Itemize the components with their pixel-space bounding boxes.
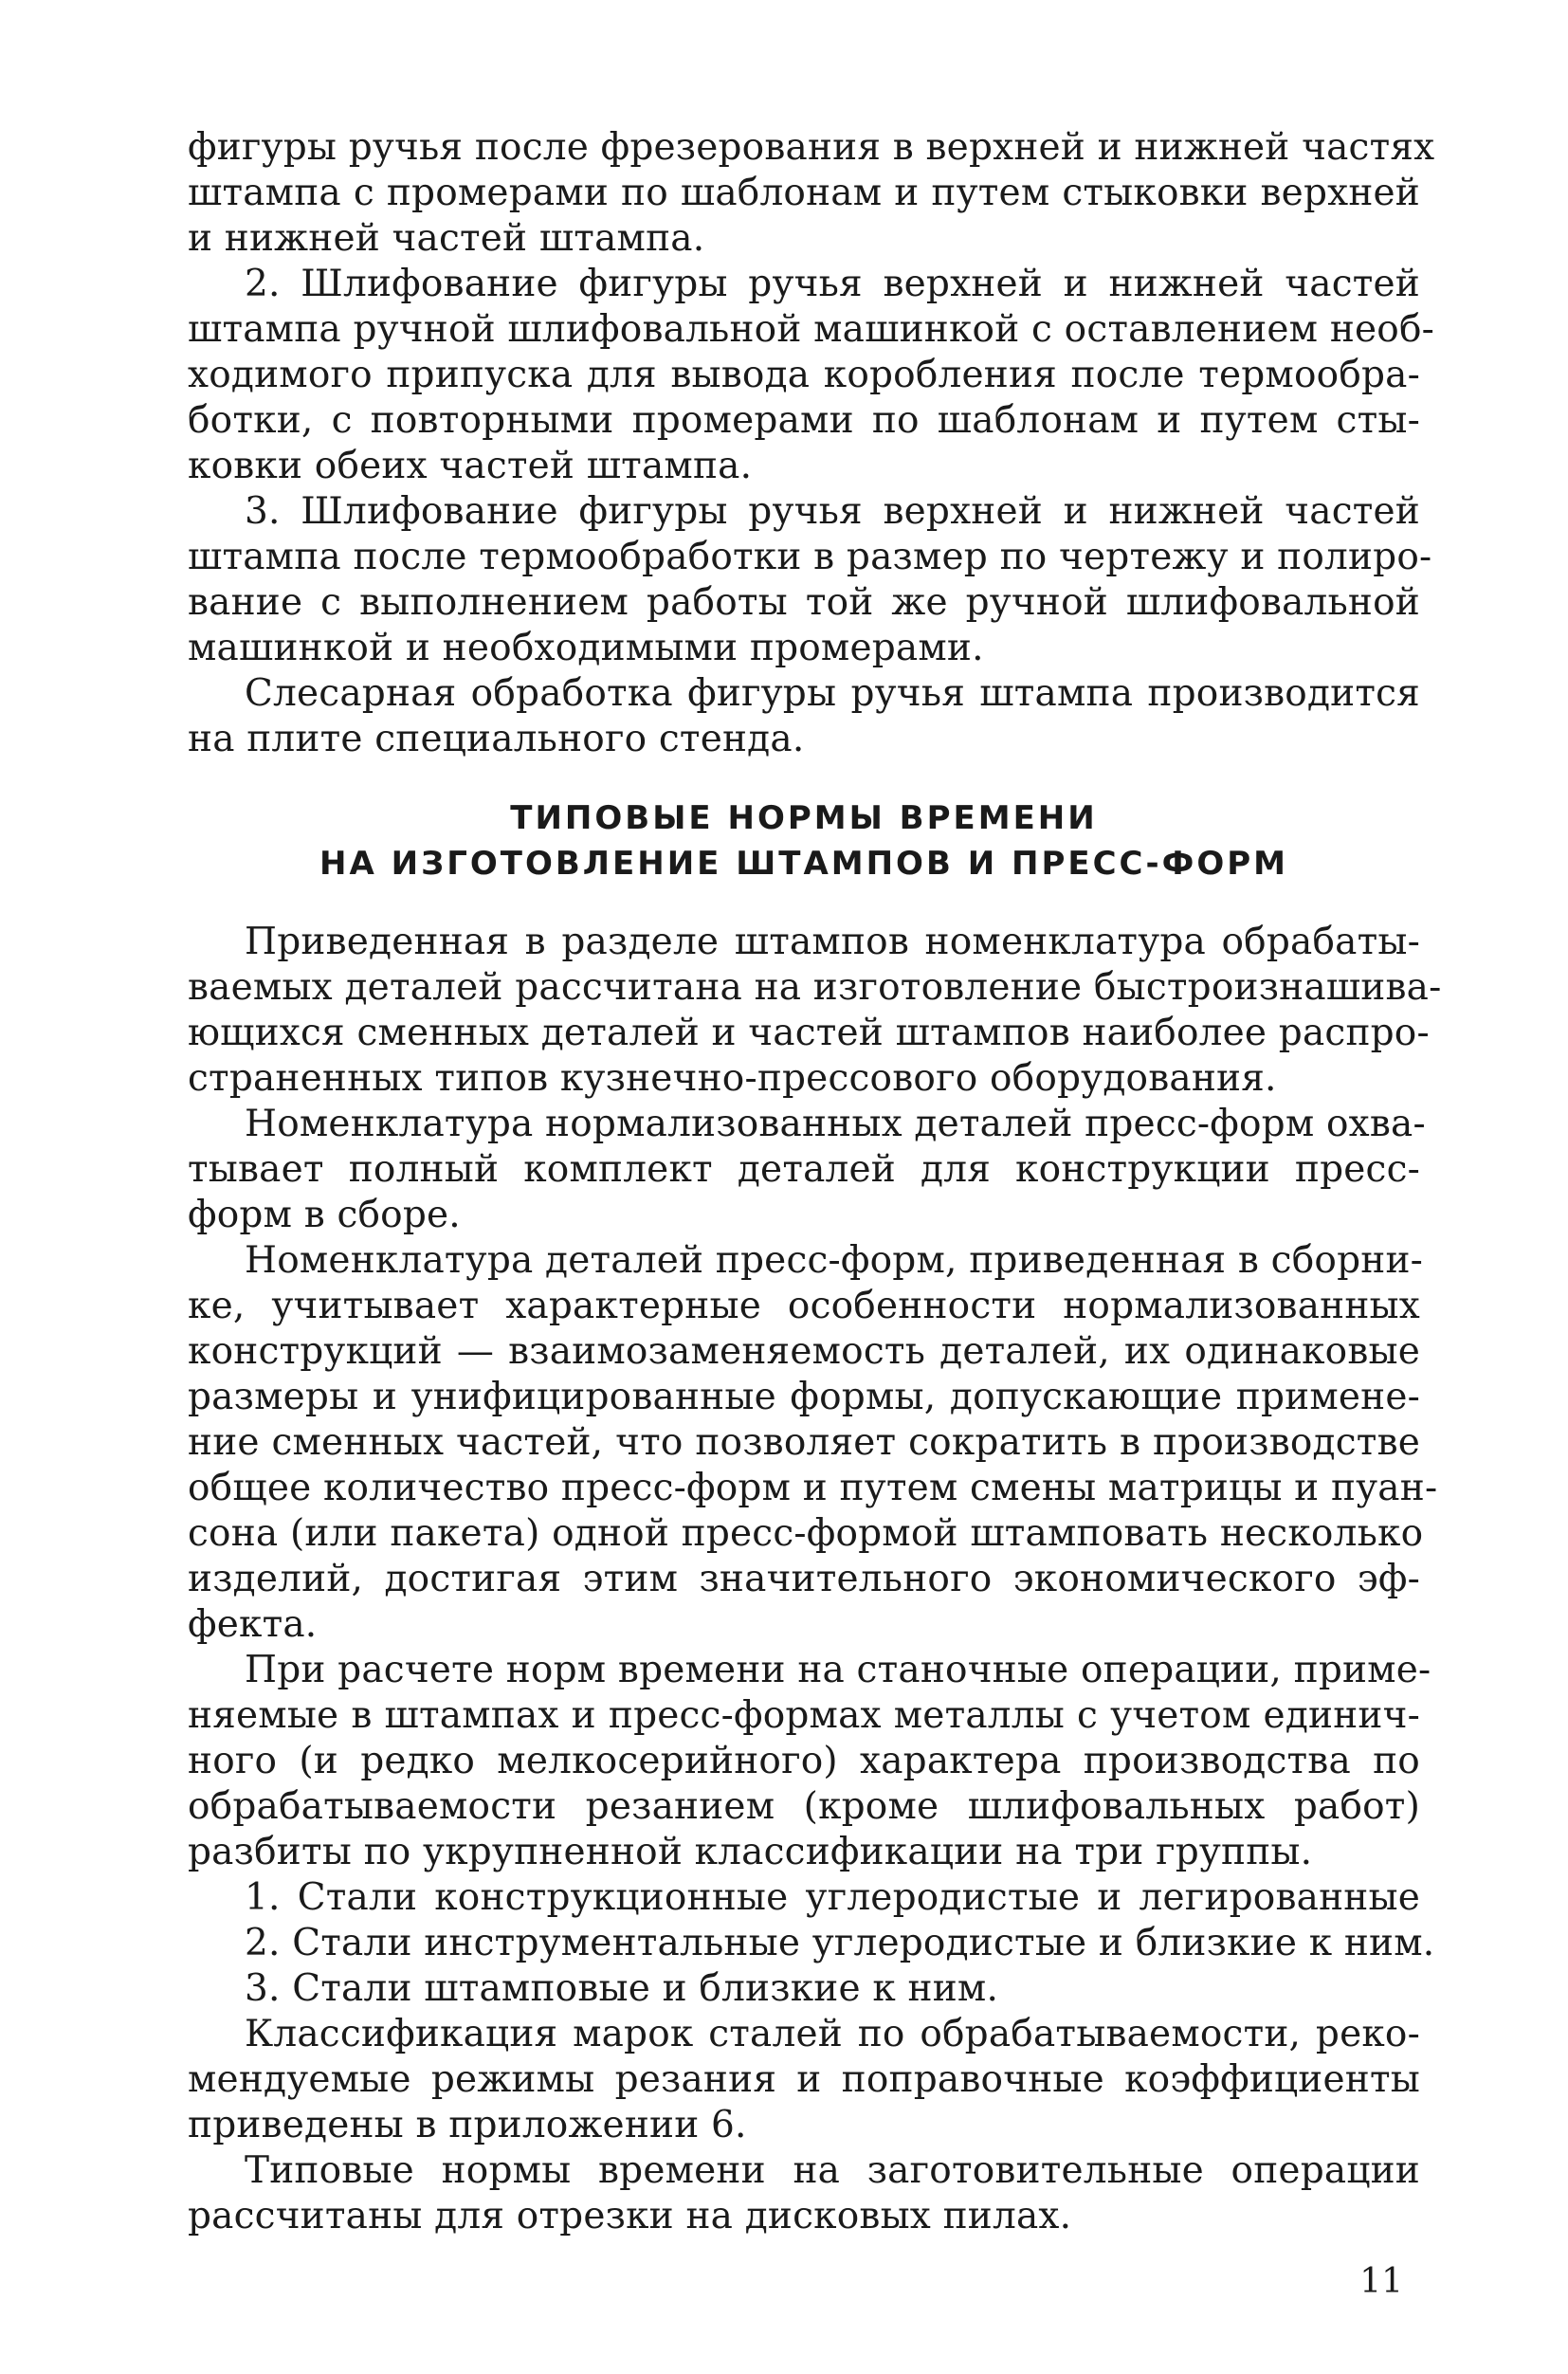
- text-line: обрабатываемости резанием (кроме шлифовальных работ): [188, 1785, 1420, 1828]
- text-line: приведены в приложении 6.: [188, 2104, 747, 2146]
- text-line: ваемых деталей рассчитана на изготовление быстроизнашива-: [188, 966, 1442, 1009]
- text-line: штампа после термообработки в размер по чертежу и полиро-: [188, 536, 1432, 578]
- text-line: и нижней частей штампа.: [188, 217, 705, 260]
- text-line: ющихся сменных деталей и частей штампов наиболее распро-: [188, 1012, 1430, 1054]
- text-line: общее количество пресс-форм и путем смены матрицы и пуан-: [188, 1467, 1438, 1509]
- text-line: ходимого припуска для вывода коробления после термообра-: [188, 354, 1420, 396]
- section-heading-line-2: НА ИЗГОТОВЛЕНИЕ ШТАМПОВ И ПРЕСС-ФОРМ: [319, 845, 1288, 883]
- text-line: 3. Шлифование фигуры ручья верхней и нижней частей: [245, 490, 1420, 533]
- text-line: няемые в штампах и пресс-формах металлы с учетом единич-: [188, 1694, 1420, 1737]
- page-number: 11: [1359, 2262, 1403, 2301]
- text-line: изделий, достигая этим значительного экономического эф-: [188, 1558, 1420, 1600]
- list-item: 2. Стали инструментальные углеродистые и близкие к ним.: [245, 1922, 1435, 1964]
- text-line: Номенклатура нормализованных деталей пресс-форм охва-: [245, 1103, 1426, 1145]
- text-line: штампа с промерами по шаблонам и путем стыковки верхней: [188, 172, 1420, 214]
- text-line: размеры и унифицированные формы, допускающие примене-: [188, 1376, 1420, 1418]
- text-line: Номенклатура деталей пресс-форм, приведенная в сборни-: [245, 1239, 1424, 1282]
- list-item: 3. Стали штамповые и близкие к ним.: [245, 1967, 999, 2010]
- text-line: ботки, с повторными промерами по шаблонам и путем сты-: [188, 399, 1420, 442]
- text-line: ние сменных частей, что позволяет сократить в производстве: [188, 1421, 1420, 1464]
- text-line: штампа ручной шлифовальной машинкой с оставлением необ-: [188, 308, 1435, 351]
- text-line: страненных типов кузнечно-прессового оборудования.: [188, 1057, 1277, 1100]
- text-line: Типовые нормы времени на заготовительные операции: [245, 2149, 1420, 2192]
- text-line: вание с выполнением работы той же ручной шлифовальной: [188, 581, 1420, 624]
- text-line: на плите специального стенда.: [188, 718, 805, 760]
- text-line: конструкций — взаимозаменяемость деталей, их одинаковые: [188, 1330, 1420, 1373]
- text-line: рассчитаны для отрезки на дисковых пилах.: [188, 2195, 1072, 2237]
- text-line: машинкой и необходимыми промерами.: [188, 627, 984, 669]
- text-line: Слесарная обработка фигуры ручья штампа производится: [245, 672, 1420, 715]
- text-line: сона (или пакета) одной пресс-формой штамповать несколько: [188, 1512, 1424, 1555]
- text-line: 2. Шлифование фигуры ручья верхней и нижней частей: [245, 263, 1420, 305]
- section-heading-line-1: ТИПОВЫЕ НОРМЫ ВРЕМЕНИ: [510, 799, 1098, 837]
- text-line: фигуры ручья после фрезерования в верхней и нижней частях: [188, 126, 1435, 169]
- text-line: мендуемые режимы резания и поправочные коэффициенты: [188, 2058, 1420, 2101]
- text-line: ного (и редко мелкосерийного) характера производства по: [188, 1740, 1420, 1782]
- text-line: ке, учитывает характерные особенности нормализованных: [188, 1285, 1420, 1327]
- text-line: Приведенная в разделе штампов номенклатура обрабаты-: [245, 921, 1420, 963]
- text-line: ковки обеих частей штампа.: [188, 445, 753, 487]
- text-line: форм в сборе.: [188, 1194, 461, 1236]
- text-line: разбиты по укрупненной классификации на три группы.: [188, 1831, 1313, 1873]
- text-line: тывает полный комплект деталей для конструкции пресс-: [188, 1148, 1420, 1191]
- text-line: фекта.: [188, 1603, 318, 1646]
- text-line: Классификация марок сталей по обрабатываемости, реко-: [245, 2013, 1420, 2055]
- list-item: 1. Стали конструкционные углеродистые и легированные: [245, 1876, 1420, 1919]
- text-line: При расчете норм времени на станочные операции, приме-: [245, 1649, 1431, 1691]
